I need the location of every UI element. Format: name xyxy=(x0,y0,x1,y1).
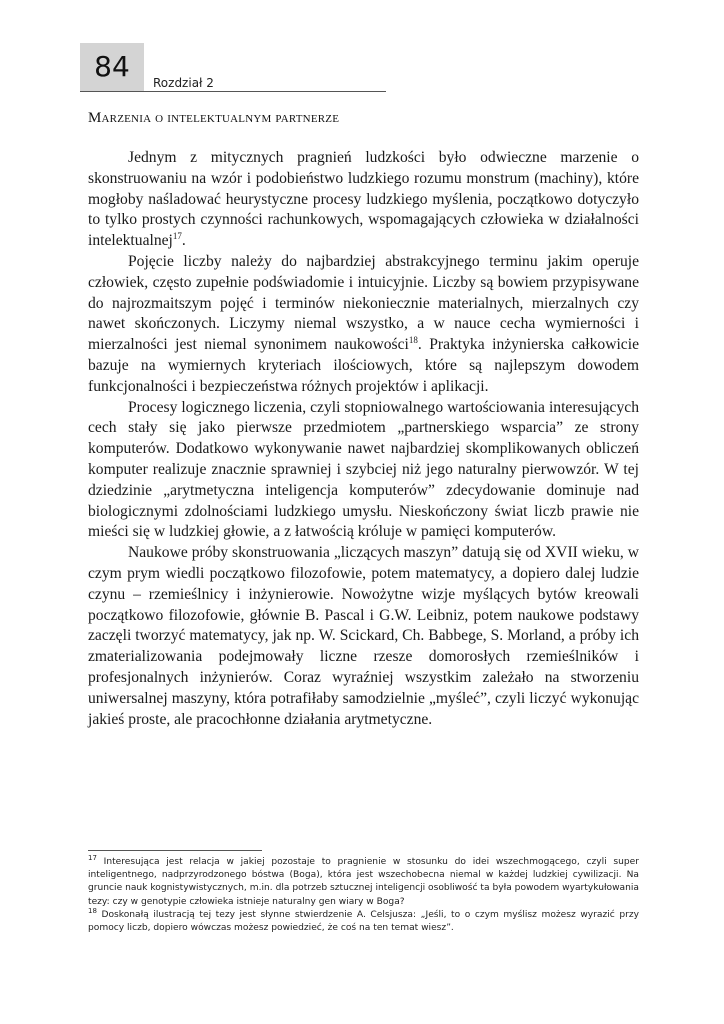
paragraph: Naukowe próby skonstruowania „liczących maszyn” datują się od XVII wieku, w czym prym wiedli początkowo filozofowie, potem matematycy, a dopiero dalej ludzie czynu – rzemieślnicy i inżynierowie. Nowożytne wizje myślących bytów kreowali początkowo filozofowie, głównie B. Pascal i G.W. Leibniz, potem naukowe podstawy zaczęli tworzyć matematycy, jak np. W. Scickard, Ch. Babbege, S. Morland, a próby ich zmaterializowania podejmowały liczne rzesze domorosłych rzemieślników i profesjonalnych inżynierów. Coraz wyraźniej wszystkim zależało na stworzeniu uniwersalnej maszyny, która potrafiłaby samodzielnie „myśleć”, czyli liczyć wykonując jakieś proste, ale pracochłonne działania arytmetyczne. xyxy=(88,544,639,728)
body-text xyxy=(88,148,639,730)
footnotes xyxy=(88,853,639,935)
footnote-number: 17 xyxy=(88,853,97,862)
footnote-ref: 17 xyxy=(172,231,182,241)
chapter-label: Rozdział 2 xyxy=(153,76,214,90)
footnote: $^{18}$ Doskonałą ilustracją tej tezy jest słynne stwierdzenie A. Celsjusza: „Jeśli, to o czym myślisz możesz wyrazić przy pomocy liczb, dopiero wówczas możesz powiedzieć, że coś na ten temat wiesz”. xyxy=(88,906,639,934)
footnote: $^{17}$ Interesująca jest relacja w jakiej pozostaje to pragnienie w stosunku do idei wszechmogącego, czyli super inteligentnego, nadprzyrodzonego bóstwa (Boga), która jest wszechobecna niemal w każdej ludzkiej cywilizacji. Na gruncie nauk kognistywistycznych, m.in. dla potrzeb sztucznej inteligencji osobliwość ta była powodem wyartykułowania tezy: czy w genotypie człowieka istnieje naturalny gen wiary w Boga? xyxy=(88,853,639,907)
section-heading: Marzenia o intelektualnym partnerze xyxy=(88,110,340,126)
paragraph: Pojęcie liczby należy do najbardziej abstrakcyjnego terminu jakim operuje człowiek, często zupełnie podświadomie i intuicyjnie. Liczby są bowiem przypisywane do najrozmaitszym pojęć i terminów niekoniecznie materialnych, mierzalnych czy nawet skończonych. Liczymy niemal wszystko, a w nauce cecha wymierności i mierzalności jest niemal synonimem naukowości$^{18}$. Praktyka inżynierska całkowicie bazuje na wymiernych kryteriach ilościowych, które są najlepszym dowodem funkcjonalności i bezpieczeństwa różnych projektów i aplikacji. xyxy=(88,252,639,395)
header-divider xyxy=(80,91,386,92)
footnote-ref: 18 xyxy=(408,334,418,345)
footnote-divider xyxy=(88,850,262,851)
footnote-number: 18 xyxy=(88,906,97,915)
page-number: 84 xyxy=(80,43,144,91)
paragraph: Procesy logicznego liczenia, czyli stopniowalnego wartościowania interesujących cech stały się jako pierwsze przedmiotem „partnerskiego wsparcia” ze strony komputerów. Dodatkowo wykonywanie nawet najbardziej skomplikowanych obliczeń komputer realizuje znacznie sprawniej i szybciej niż jego naturalny pierwowzór. W tej dziedzinie „arytmetyczna inteligencja komputerów” zdecydowanie dominuje nad biologicznymi zdolnościami ludzkiego umysłu. Nieskończony świat liczb prawie nie mieści się w ludzkiej głowie, a z łatwością króluje w pamięci komputerów. xyxy=(88,398,639,541)
paragraph: Jednym z mitycznych pragnień ludzkości było odwieczne marzenie o skonstruowaniu na wzór i podobieństwo ludzkiego rozumu monstrum (machiny), które mogłoby naśladować heurystyczne procesy ludzkiego myślenia, początkowo dotyczyło to tylko prostych czynności rachunkowych, wspomagających człowieka w działalności intelektualnej$^{17}$. xyxy=(88,149,639,250)
